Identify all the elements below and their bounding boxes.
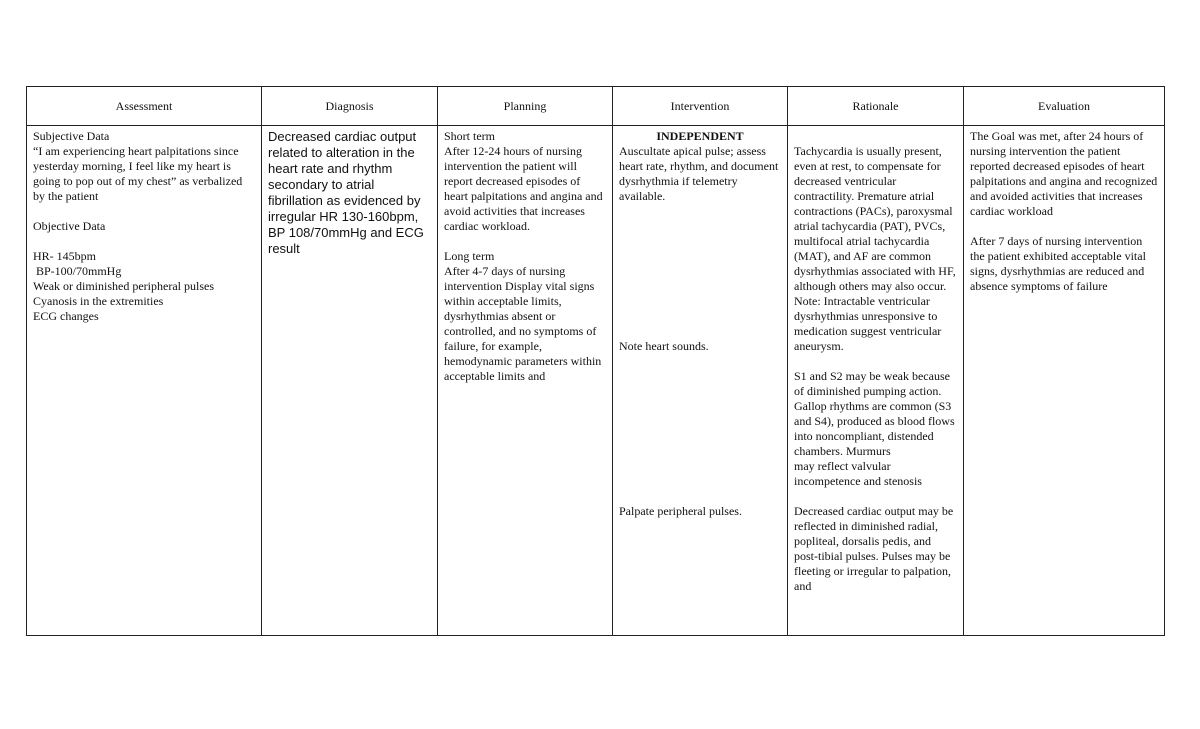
objective-item: Weak or diminished peripheral pulses bbox=[33, 279, 214, 293]
objective-item: BP-100/70mmHg bbox=[33, 264, 122, 278]
subjective-title: Subjective Data bbox=[33, 129, 110, 143]
objective-item: ECG changes bbox=[33, 309, 99, 323]
short-term-title: Short term bbox=[444, 129, 495, 143]
long-term-text: After 4-7 days of nursing intervention Display vital signs within acceptable limits, dysrhythmias absent or controlled, and no symptoms of failure, for example, hemodynamic parameters within acceptable limits and bbox=[444, 264, 602, 383]
evaluation-cell bbox=[964, 126, 1165, 636]
rationale-item-tachycardia: Tachycardia is usually present, even at rest, to compensate for decreased ventricular contractility. Premature atrial contractions (PACs), paroxysmal atrial tachycardia (PAT), PVCs, multifocal atrial tachycardia (MAT), and AF are common dysrhythmias associated with HF, although others may also occur. Note: Intractable ventricular dysrhythmias unresponsive to medication suggest ventricular aneurysm. bbox=[794, 144, 956, 353]
diagnosis-cell bbox=[262, 126, 438, 636]
intervention-item-heart-sounds: Note heart sounds. bbox=[619, 339, 709, 353]
long-term-title: Long term bbox=[444, 249, 495, 263]
header-assessment: Assessment bbox=[27, 87, 262, 126]
independent-heading: INDEPENDENT bbox=[656, 129, 744, 143]
rationale-item-murmurs: may reflect valvular incompetence and stenosis bbox=[794, 459, 922, 488]
rationale-item-decreased-output: Decreased cardiac output may be reflected in diminished radial, popliteal, dorsalis pedis, and post-tibial pulses. Pulses may be fleeting or irregular to palpation, and bbox=[794, 504, 954, 593]
rationale-item-gallop-rhythms: Gallop rhythms are common (S3 and S4), produced as blood flows into noncompliant, distended chambers. Murmurs bbox=[794, 399, 955, 458]
header-evaluation: Evaluation bbox=[964, 87, 1165, 126]
diagnosis-text: Decreased cardiac output related to alteration in the heart rate and rhythm secondary to atrial fibrillation as evidenced by irregular HR 130-160bpm, BP 108/70mmHg and ECG result bbox=[268, 129, 424, 256]
intervention-item-apical-pulse: Auscultate apical pulse; assess heart rate, rhythm, and document dysrhythmia if telemetry available. bbox=[619, 144, 779, 203]
objective-item: Cyanosis in the extremities bbox=[33, 294, 164, 308]
objective-title: Objective Data bbox=[33, 219, 106, 233]
header-row bbox=[27, 87, 1165, 126]
subjective-quote: “I am experiencing heart palpitations since yesterday morning, I feel like my heart is going to pop out of my chest” as verbalized by the patient bbox=[33, 144, 243, 203]
objective-item: HR- 145bpm bbox=[33, 249, 96, 263]
short-term-text: After 12-24 hours of nursing intervention the patient will report decreased episodes of heart palpitations and angina and avoid activities that increases cardiac workload. bbox=[444, 144, 603, 233]
planning-cell bbox=[438, 126, 613, 636]
header-planning: Planning bbox=[438, 87, 613, 126]
assessment-cell bbox=[27, 126, 262, 636]
body-row bbox=[27, 126, 1165, 636]
header-diagnosis: Diagnosis bbox=[262, 87, 438, 126]
intervention-cell bbox=[613, 126, 788, 636]
header-intervention: Intervention bbox=[613, 87, 788, 126]
header-rationale: Rationale bbox=[788, 87, 964, 126]
intervention-item-peripheral-pulses: Palpate peripheral pulses. bbox=[619, 504, 742, 518]
evaluation-paragraph-1: The Goal was met, after 24 hours of nursing intervention the patient reported decreased episodes of heart palpitations and angina and recognized and avoided activities that increases cardiac workload bbox=[970, 129, 1158, 218]
rationale-cell bbox=[788, 126, 964, 636]
evaluation-paragraph-2: After 7 days of nursing intervention the patient exhibited acceptable vital signs, dysrhythmias are reduced and absence symptoms of failure bbox=[970, 234, 1146, 293]
rationale-item-weak-s1-s2: S1 and S2 may be weak because of diminished pumping action. bbox=[794, 369, 950, 398]
nursing-care-plan-table bbox=[26, 86, 1165, 636]
